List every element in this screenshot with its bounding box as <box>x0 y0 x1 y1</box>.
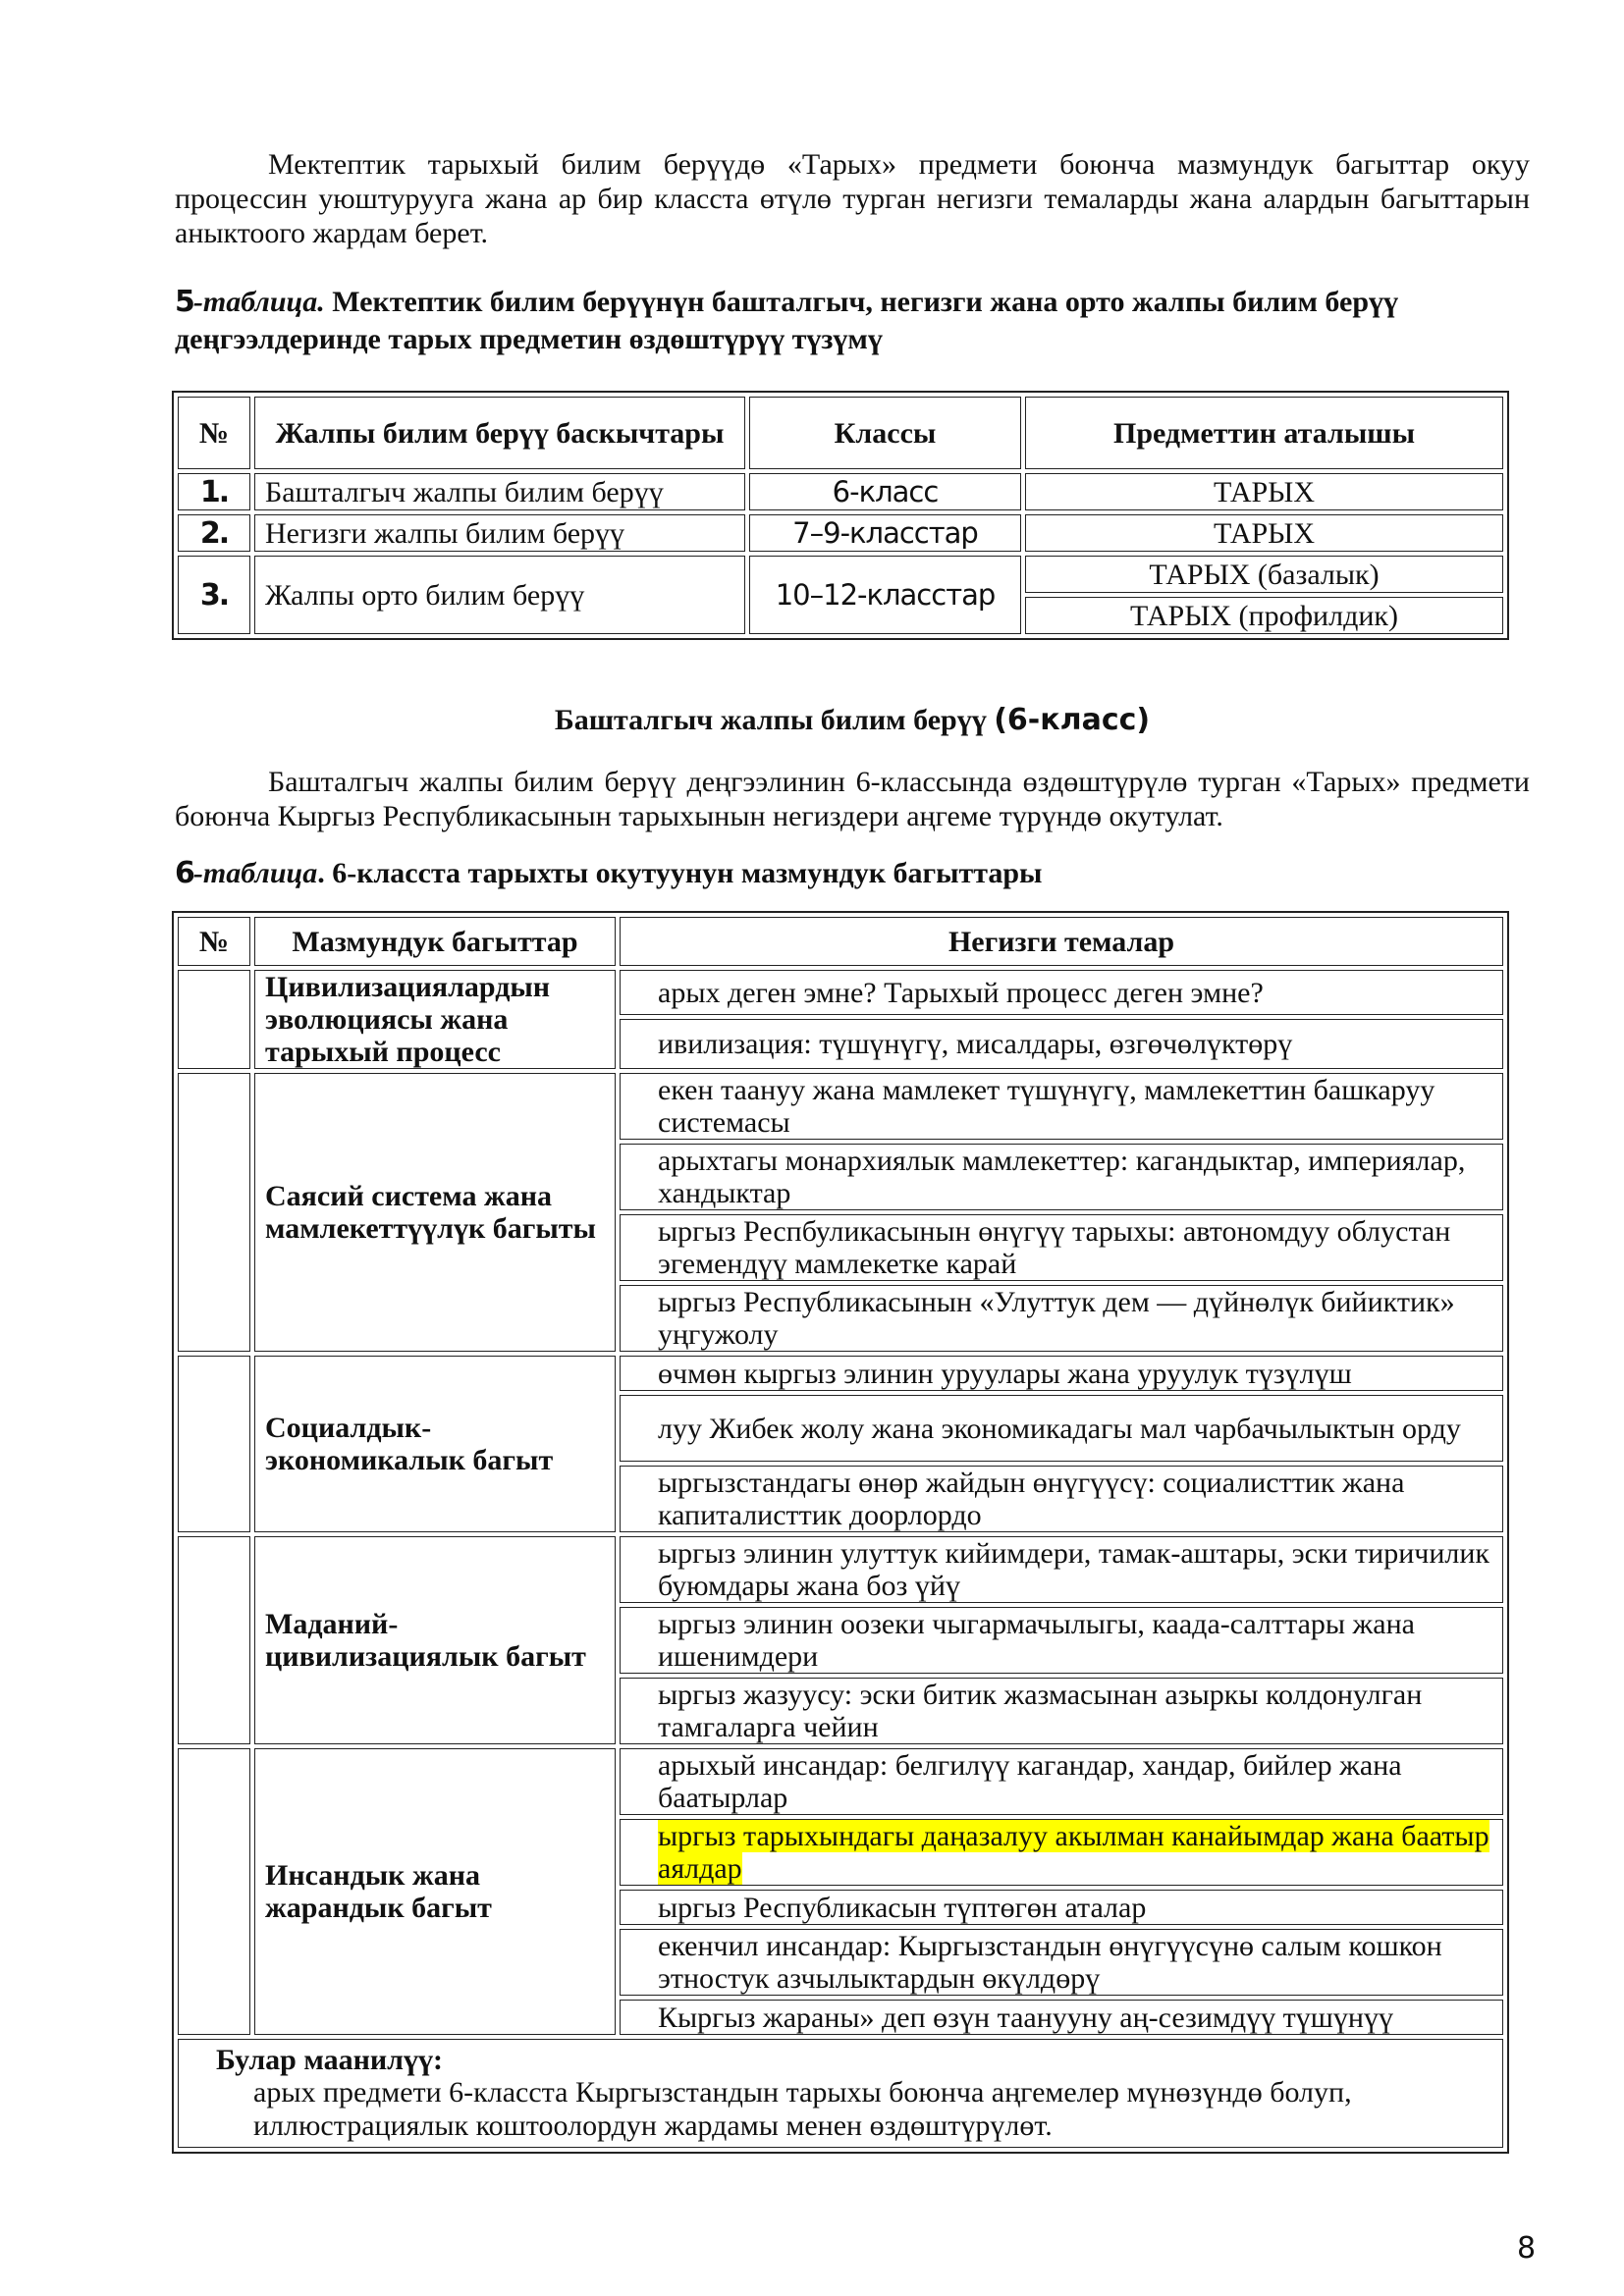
topic-cell: ивилизация: түшүнүгү, мисалдары, өзгөчөлүктөрү <box>620 1019 1503 1069</box>
section-heading: Башталгыч жалпы билим берүү (6-класс) <box>554 703 1151 737</box>
class-cell: 6-класс <box>749 473 1021 510</box>
topic-cell: ыргыз Республикасынын «Улуттук дем — дүйнөлүк бийиктик» уңгужолу <box>620 1285 1503 1352</box>
table-row <box>178 970 1503 1015</box>
topic-cell: арыхтагы монархиялык мамлекеттер: кагандыктар, империялар, хандыктар <box>620 1144 1503 1210</box>
empty-number-cell <box>178 970 250 1069</box>
subject-cell: ТАРЫХ <box>1025 514 1503 552</box>
topic-cell: өчмөн кыргыз элинин уруулары жана уруулук түзүлүш <box>620 1356 1503 1391</box>
topic-cell: луу Жибек жолу жана экономикадагы мал чарбачылыктын орду <box>620 1395 1503 1462</box>
level-cell: Жалпы орто билим берүү <box>254 556 745 634</box>
topic-cell: ыргызстандагы өнөр жайдын өнүгүүсү: социалисттик жана капиталисттик доорлордо <box>620 1466 1503 1532</box>
note-cell <box>178 2039 1503 2148</box>
subject-cell: ТАРЫХ <box>1025 473 1503 510</box>
table6 <box>172 911 1509 2154</box>
table6-caption-number: 6 <box>175 856 193 890</box>
level-cell: Негизги жалпы билим берүү <box>254 514 745 552</box>
table-row <box>178 473 1503 510</box>
topic-cell: Кыргыз жараны» деп өзүн таанууну аң-сезимдүү түшүнүү <box>620 2000 1503 2035</box>
table-row <box>178 1073 1503 1140</box>
subject-cell: ТАРЫХ (профилдик) <box>1025 597 1503 634</box>
topic-cell: екен таануу жана мамлекет түшүнүгү, мамлекеттин башкаруу системасы <box>620 1073 1503 1140</box>
direction-cell: Маданий-цивилизациялык багыт <box>254 1536 616 1744</box>
highlighted-topic-text: ыргыз тарыхындагы даңазалуу акылман канайымдар жана баатыр аялдар <box>658 1820 1489 1885</box>
topic-cell: ыргыз элинин оозеки чыгармачылыгы, каада-салттары жана ишенимдери <box>620 1607 1503 1674</box>
note-row <box>178 2039 1503 2148</box>
row-number: 3. <box>178 556 250 634</box>
table5-header-no: № <box>178 397 250 469</box>
table6-header-row <box>178 917 1503 966</box>
table5-header-class: Классы <box>749 397 1021 469</box>
table5-caption-text: Мектептик билим берүүнүн башталгыч, негизги жана орто жалпы билим берүү деңгээлдеринде тарых предметин өздөштүрүү түзүмү <box>175 286 1399 355</box>
level-cell: Башталгыч жалпы билим берүү <box>254 473 745 510</box>
direction-cell: Саясий система жана мамлекеттүүлүк багыты <box>254 1073 616 1352</box>
direction-cell: Цивилизациялардын эволюциясы жана тарыхый процесс <box>254 970 616 1069</box>
direction-cell: Инсандык жана жарандык багыт <box>254 1748 616 2035</box>
topic-cell: арых деген эмне? Тарыхый процесс деген эмне? <box>620 970 1503 1015</box>
empty-number-cell <box>178 1536 250 1744</box>
intro-paragraph: Мектептик тарыхый билим берүүдө «Тарых» предмети боюнча мазмундук багыттар окуу процессин уюштурууга жана ар бир класста өтүлө турган негизги темаларды жана алардын багыттарын аныктоого жардам берет. <box>175 148 1530 249</box>
table5-header-row <box>178 397 1503 469</box>
table5-header-subject: Предметтин аталышы <box>1025 397 1503 469</box>
table6-header-no: № <box>178 917 250 966</box>
table6-caption <box>175 855 1530 892</box>
table6-caption-label: -таблица <box>192 857 318 889</box>
table6-header-topics: Негизги темалар <box>620 917 1503 966</box>
note-text: арых предмети 6-класста Кыргызстандын тарыхы боюнча аңгемелер мүнөзүндө болуп, иллюстрациялык коштоолордун жардамы менен өздөштүрүлөт. <box>253 2076 1352 2142</box>
row-number: 2. <box>178 514 250 552</box>
table5-caption-number: 5 <box>175 285 193 319</box>
table-row <box>178 556 1503 593</box>
table-row <box>178 514 1503 552</box>
topic-cell: ыргыз Респбуликасынын өнүгүү тарыхы: автономдуу облустан эгемендүү мамлекетке карай <box>620 1214 1503 1281</box>
topic-cell: арыхый инсандар: белгилүү кагандар, хандар, бийлер жана баатырлар <box>620 1748 1503 1815</box>
table6-header-direction: Мазмундук багыттар <box>254 917 616 966</box>
highlighted-topic-cell <box>620 1819 1503 1886</box>
table5 <box>172 391 1509 640</box>
class-cell: 7–9-класстар <box>749 514 1021 552</box>
empty-number-cell <box>178 1356 250 1532</box>
direction-cell: Социалдык-экономикалык багыт <box>254 1356 616 1532</box>
topic-cell: екенчил инсандар: Кыргызстандын өнүгүүсүнө салым кошкон этностук азчылыктардын өкүлдөрү <box>620 1929 1503 1996</box>
table-row <box>178 1356 1503 1391</box>
table5-caption-label: -таблица. <box>192 286 325 318</box>
topic-cell: ыргыз жазуусу: эски битик жазмасынан азыркы колдонулган тамгаларга чейин <box>620 1678 1503 1744</box>
table-row <box>178 1536 1503 1603</box>
empty-number-cell <box>178 1748 250 2035</box>
topic-cell: ыргыз Республикасын түптөгөн аталар <box>620 1890 1503 1925</box>
table6-caption-text: . 6-класста тарыхты окутуунун мазмундук багыттары <box>317 857 1043 889</box>
table-row <box>178 1748 1503 1815</box>
row-number: 1. <box>178 473 250 510</box>
page-number: 8 <box>1517 2231 1537 2266</box>
note-title: Булар маанилүү: <box>216 2044 443 2076</box>
table5-caption <box>175 284 1530 358</box>
section-paragraph: Башталгыч жалпы билим берүү деңгээлинин 6-классында өздөштүрүлө турган «Тарых» предмети боюнча Кыргыз Республикасынын тарыхынын негиздери аңгеме түрүндө окутулат. <box>175 766 1530 832</box>
empty-number-cell <box>178 1073 250 1352</box>
subject-cell: ТАРЫХ (базалык) <box>1025 556 1503 593</box>
class-cell: 10–12-класстар <box>749 556 1021 634</box>
table5-header-level: Жалпы билим берүү баскычтары <box>254 397 745 469</box>
topic-cell: ыргыз элинин улуттук кийимдери, тамак-аштары, эски тиричилик буюмдары жана боз үйү <box>620 1536 1503 1603</box>
